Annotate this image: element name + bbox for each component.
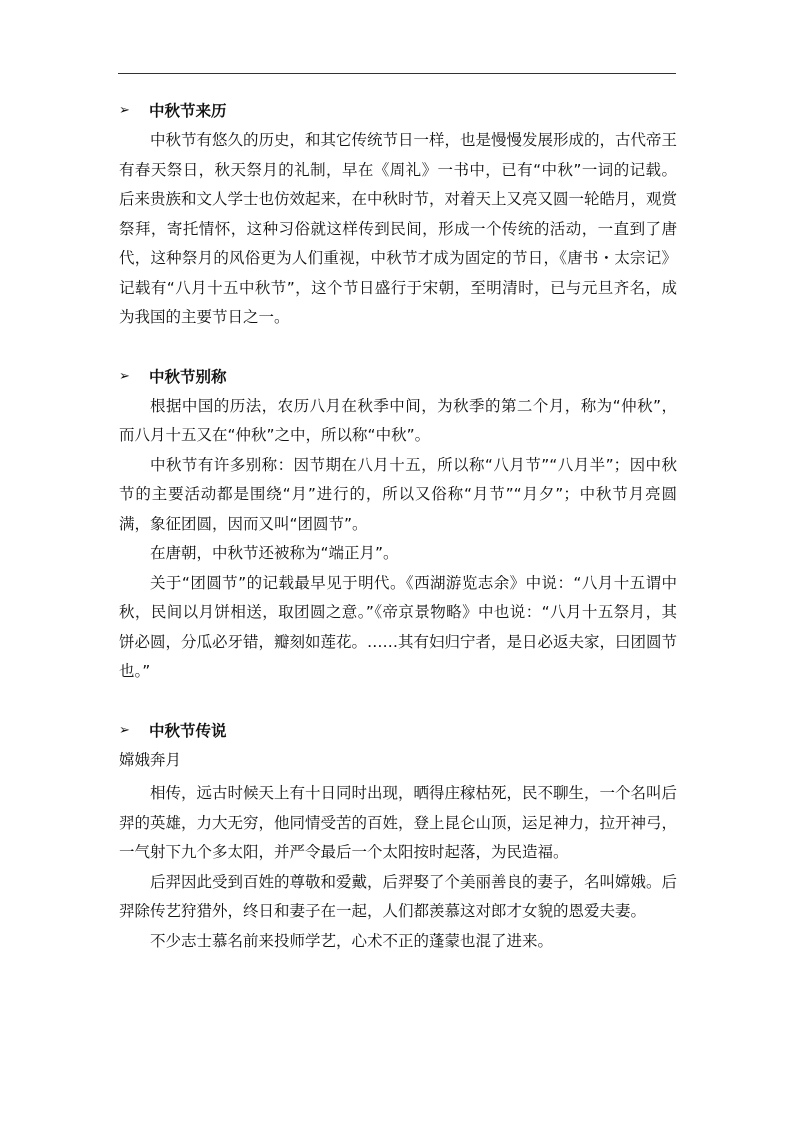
paragraph: 后羿因此受到百姓的尊敬和爱戴，后羿娶了个美丽善良的妻子，名叫嫦娥。后羿除传艺狩猎外，终日和妻子在一起，人们都羡慕这对郎才女貌的恩爱夫妻。 (119, 872, 678, 920)
paragraph: 关于“团圆节”的记载最早见于明代。《西湖游览志余》中说：“八月十五谓中秋，民间以月饼相送，取团圆之意。”《帝京景物略》中也说：“八月十五祭月，其饼必圆，分瓜必牙错，瓣刻如莲花。……其有妇归宁者，是日必返夫家，曰团圆节也。” (119, 573, 678, 680)
arrow-bullet-icon: ➢ (119, 722, 130, 738)
header-rule (118, 73, 676, 74)
section-title: 中秋节传说 (149, 721, 227, 740)
arrow-bullet-icon: ➢ (119, 103, 130, 118)
section-heading (119, 96, 677, 126)
section-legend (119, 716, 677, 957)
section-title: 中秋节来历 (149, 102, 227, 120)
section-origin (119, 96, 677, 333)
arrow-bullet-icon: ➢ (119, 368, 130, 384)
paragraph: 中秋节有许多别称：因节期在八月十五，所以称“八月节”“八月半”；因中秋节的主要活动都是围绕“月”进行的，所以又俗称“月节”“月夕”；中秋节月亮圆满，象征团圆，因而又叫“团圆节”。 (119, 455, 677, 533)
paragraph: 不少志士慕名前来投师学艺，心术不正的蓬蒙也混了进来。 (150, 931, 554, 950)
document-body (119, 96, 677, 956)
story-subtitle: 嫦娥奔月 (119, 750, 182, 769)
paragraph: 相传，远古时候天上有十日同时出现，晒得庄稼枯死，民不聊生，一个名叫后羿的英雄，力大无穷，他同情受苦的百姓，登上昆仑山顶，运足神力，拉开神弓，一气射下九个多太阳，并严令最后一个太阳按时起落，为民造福。 (119, 784, 678, 861)
section-heading (119, 716, 677, 746)
section-title: 中秋节别称 (149, 367, 227, 386)
paragraph: 在唐朝，中秋节还被称为“端正月”。 (150, 544, 399, 562)
paragraph: 根据中国的历法，农历八月在秋季中间，为秋季的第二个月，称为“仲秋”，而八月十五又在“仲秋”之中，所以称“中秋”。 (119, 396, 677, 444)
section-heading (119, 362, 677, 392)
paragraph: 中秋节有悠久的历史，和其它传统节日一样，也是慢慢发展形成的，古代帝王有春天祭日，秋天祭月的礼制，早在《周礼》一书中，已有“中秋”一词的记载。后来贵族和文人学士也仿效起来，在中秋时节，对着天上又亮又圆一轮皓月，观赏祭拜，寄托情怀，这种习俗就这样传到民间，形成一个传统的活动，一直到了唐代，这种祭月的风俗更为人们重视，中秋节才成为固定的节日，《唐书・太宗记》记载有“八月十五中秋节”，这个节日盛行于宋朝，至明清时，已与元旦齐名，成为我国的主要节日之一。 (119, 131, 678, 326)
section-alias (119, 362, 677, 687)
